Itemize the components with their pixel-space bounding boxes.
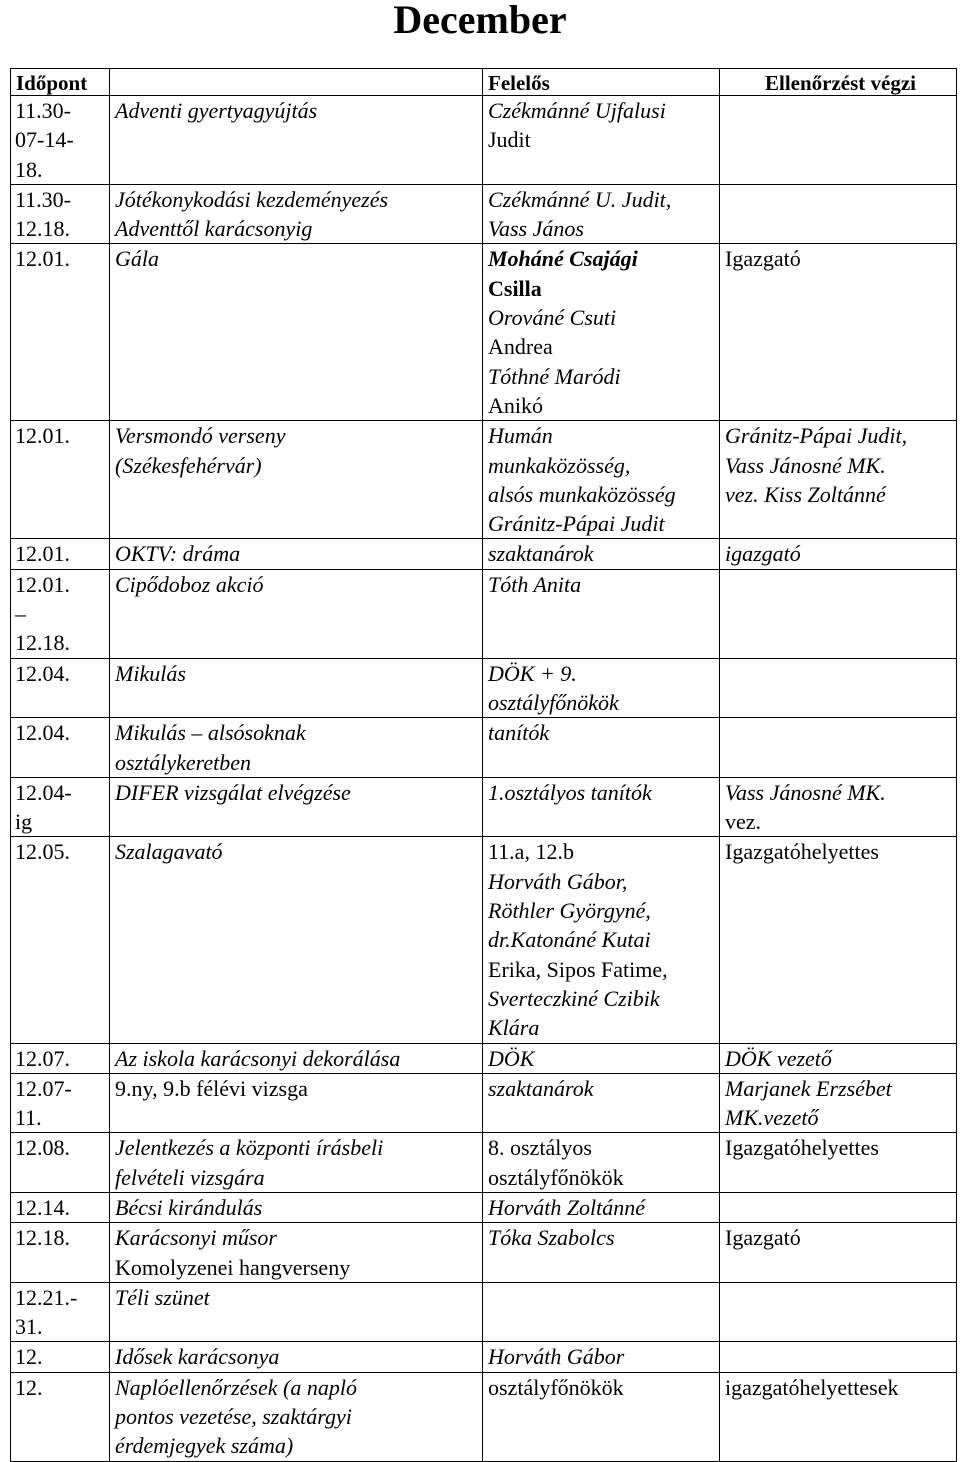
cell-event-line: Szalagavató — [115, 839, 223, 865]
cell-responsible — [483, 1073, 720, 1133]
cell-event — [110, 1133, 483, 1193]
table-row — [11, 837, 957, 1043]
cell-responsible-line: osztályfőnökök — [488, 689, 619, 715]
cell-event-line: Idősek karácsonya — [115, 1344, 280, 1370]
cell-checker — [720, 244, 957, 421]
schedule-rows — [11, 96, 957, 1462]
cell-event — [110, 1043, 483, 1073]
cell-checker-line: Marjanek Erzsébet — [725, 1075, 892, 1101]
cell-checker-line: DÖK vezető — [725, 1045, 832, 1071]
table-row — [11, 1223, 957, 1283]
cell-time — [11, 1342, 110, 1372]
cell-time — [11, 421, 110, 539]
cell-time-line: 12.01. — [15, 571, 70, 597]
cell-checker — [720, 569, 957, 658]
cell-time-line: 12.21.- — [15, 1284, 78, 1310]
cell-event — [110, 184, 483, 244]
cell-time — [11, 658, 110, 718]
cell-responsible-line: alsós munkaközösség — [488, 481, 676, 507]
cell-responsible-line: 1.osztályos tanítók — [488, 779, 652, 805]
cell-time-line: 12.18. — [15, 1225, 70, 1251]
cell-event-line: pontos vezetése, szaktárgyi — [115, 1404, 352, 1430]
cell-responsible-line: Gránitz-Pápai Judit — [488, 511, 665, 537]
cell-time-line: 12.01. — [15, 423, 70, 449]
cell-checker — [720, 1192, 957, 1222]
table-row — [11, 1282, 957, 1342]
cell-responsible-line: DÖK + 9. — [488, 660, 577, 686]
cell-time-line: 12.07- — [15, 1075, 72, 1101]
cell-responsible — [483, 1192, 720, 1222]
cell-responsible — [483, 837, 720, 1043]
cell-time-line: 12.18. — [15, 630, 70, 656]
cell-checker — [720, 421, 957, 539]
cell-time-line: 11.30- — [15, 98, 72, 123]
cell-responsible-line: osztályfőnökök — [488, 1374, 624, 1400]
cell-checker-line: vez. Kiss Zoltánné — [725, 481, 886, 507]
cell-checker — [720, 539, 957, 569]
cell-event-line: Adventtől karácsonyig — [115, 216, 313, 242]
cell-event-line: Bécsi kirándulás — [115, 1194, 263, 1220]
cell-time — [11, 539, 110, 569]
cell-event — [110, 1223, 483, 1283]
table-row — [11, 658, 957, 718]
cell-responsible-line: Tóth Anita — [488, 571, 582, 597]
cell-time-line: 31. — [15, 1314, 43, 1340]
cell-checker-line: Igazgatóhelyettes — [725, 839, 879, 865]
cell-time — [11, 244, 110, 421]
cell-responsible — [483, 658, 720, 718]
cell-checker — [720, 837, 957, 1043]
cell-event-line: Adventi gyertyagyújtás — [115, 98, 318, 123]
cell-checker-line: Gránitz-Pápai Judit, — [725, 423, 908, 449]
cell-responsible-line: szaktanárok — [488, 1075, 594, 1101]
cell-event — [110, 1342, 483, 1372]
cell-event-line: osztálykeretben — [115, 749, 252, 775]
cell-event-line: Mikulás — [115, 660, 186, 686]
cell-time-line: 12. — [15, 1374, 43, 1400]
table-row — [11, 244, 957, 421]
cell-time-line: 12.07. — [15, 1045, 70, 1071]
table-row — [11, 96, 957, 185]
cell-responsible-line: Erika, Sipos Fatime, — [488, 956, 668, 982]
cell-responsible-line: Czékmánné Ujfalusi — [488, 98, 666, 123]
table-row — [11, 1073, 957, 1133]
cell-responsible-line: Sverteczkiné Czibik — [488, 985, 660, 1011]
table-row — [11, 777, 957, 837]
cell-checker — [720, 718, 957, 778]
cell-time — [11, 569, 110, 658]
cell-checker — [720, 1223, 957, 1283]
cell-responsible-line: Klára — [488, 1015, 540, 1041]
cell-responsible-line: tanítók — [488, 720, 550, 746]
cell-responsible — [483, 184, 720, 244]
cell-time — [11, 1073, 110, 1133]
cell-checker-line: Vass Jánosné MK. — [725, 779, 886, 805]
cell-responsible — [483, 1133, 720, 1193]
cell-event — [110, 658, 483, 718]
cell-time-line: 12.08. — [15, 1135, 70, 1161]
table-row — [11, 569, 957, 658]
cell-responsible — [483, 1342, 720, 1372]
cell-time — [11, 1223, 110, 1283]
cell-time-line: 12.18. — [15, 216, 70, 242]
cell-event-line: Az iskola karácsonyi dekorálása — [115, 1045, 401, 1071]
table-row — [11, 184, 957, 244]
cell-time-line: ig — [15, 809, 33, 835]
cell-responsible — [483, 539, 720, 569]
cell-time-line: 07-14- — [15, 127, 74, 153]
table-row — [11, 718, 957, 778]
cell-time-line: – — [15, 601, 26, 627]
cell-responsible-line: munkaközösség, — [488, 452, 631, 478]
cell-responsible-line: Anikó — [488, 392, 543, 418]
cell-responsible-line: Tóthné Maródi — [488, 363, 621, 389]
table-header-row — [11, 69, 957, 96]
schedule-table — [10, 68, 957, 1462]
cell-checker-line: igazgatóhelyettesek — [725, 1374, 899, 1400]
cell-checker — [720, 1133, 957, 1193]
cell-checker-line: vez. — [725, 809, 762, 835]
cell-event-line: Cipődoboz akció — [115, 571, 264, 597]
cell-time-line: 12.01. — [15, 246, 70, 272]
cell-responsible-line: szaktanárok — [488, 541, 594, 567]
cell-event-line: Téli szünet — [115, 1284, 210, 1310]
cell-event-line: Versmondó verseny — [115, 423, 286, 449]
cell-event-line: Gála — [115, 246, 159, 272]
cell-event — [110, 777, 483, 837]
cell-time-line: 12.04- — [15, 779, 72, 805]
cell-event-line: (Székesfehérvár) — [115, 452, 262, 478]
cell-checker — [720, 96, 957, 185]
cell-responsible — [483, 1043, 720, 1073]
cell-responsible — [483, 421, 720, 539]
header-event — [110, 69, 483, 96]
cell-time — [11, 1192, 110, 1222]
table-row — [11, 421, 957, 539]
cell-time-line: 18. — [15, 156, 43, 182]
cell-event — [110, 569, 483, 658]
cell-event — [110, 1282, 483, 1342]
cell-checker — [720, 1282, 957, 1342]
header-responsible: Felelős — [483, 69, 720, 96]
cell-time — [11, 837, 110, 1043]
cell-responsible — [483, 244, 720, 421]
cell-event-line: Naplóellenőrzések (a napló — [115, 1374, 357, 1400]
cell-responsible-line: osztályfőnökök — [488, 1164, 624, 1190]
cell-responsible — [483, 96, 720, 185]
table-row — [11, 539, 957, 569]
cell-responsible — [483, 777, 720, 837]
cell-responsible-line: Andrea — [488, 334, 553, 360]
cell-time-line: 12.14. — [15, 1194, 70, 1220]
cell-checker — [720, 184, 957, 244]
cell-checker — [720, 1342, 957, 1372]
cell-time-line: 12.04. — [15, 660, 70, 686]
cell-responsible-line: Horváth Gábor, — [488, 868, 628, 894]
table-row — [11, 1133, 957, 1193]
cell-event — [110, 539, 483, 569]
cell-responsible — [483, 718, 720, 778]
header-checker: Ellenőrzést végzi — [720, 69, 957, 96]
cell-checker — [720, 1043, 957, 1073]
cell-time-line: 12.05. — [15, 839, 70, 865]
cell-event — [110, 421, 483, 539]
cell-time — [11, 777, 110, 837]
cell-event-line: 9.ny, 9.b félévi vizsga — [115, 1075, 308, 1101]
table-row — [11, 1043, 957, 1073]
cell-responsible-line: Csilla — [488, 275, 542, 301]
cell-checker — [720, 777, 957, 837]
cell-time-line: 12.01. — [15, 541, 70, 567]
cell-time-line: 11. — [15, 1105, 42, 1131]
header-time: Időpont — [11, 69, 110, 96]
cell-responsible-line: Tóka Szabolcs — [488, 1225, 615, 1251]
cell-checker-line: igazgató — [725, 541, 801, 567]
cell-responsible — [483, 569, 720, 658]
cell-event — [110, 244, 483, 421]
cell-event — [110, 1073, 483, 1133]
cell-event-line: Mikulás – alsósoknak — [115, 720, 306, 746]
cell-checker-line: Vass Jánosné MK. — [725, 452, 886, 478]
cell-event — [110, 837, 483, 1043]
cell-time — [11, 1043, 110, 1073]
cell-responsible-line: Humán — [488, 423, 553, 449]
cell-checker — [720, 658, 957, 718]
cell-checker-line: Igazgató — [725, 246, 801, 272]
cell-event-line: OKTV: dráma — [115, 541, 241, 567]
cell-checker-line: Igazgató — [725, 1225, 801, 1251]
cell-responsible-line: 8. osztályos — [488, 1135, 592, 1161]
cell-responsible-line: 11.a, 12.b — [488, 839, 574, 865]
cell-responsible-line: Horváth Zoltánné — [488, 1194, 646, 1220]
table-row — [11, 1342, 957, 1372]
cell-time-line: 11.30- — [15, 186, 72, 212]
cell-responsible — [483, 1223, 720, 1283]
cell-time — [11, 718, 110, 778]
cell-responsible-line: Czékmánné U. Judit, — [488, 186, 672, 212]
cell-checker-line: MK.vezető — [725, 1105, 819, 1131]
cell-event-line: Komolyzenei hangverseny — [115, 1254, 351, 1280]
cell-event — [110, 718, 483, 778]
cell-responsible-line: DÖK — [488, 1045, 535, 1071]
cell-time — [11, 1282, 110, 1342]
cell-responsible-line: Orováné Csuti — [488, 305, 617, 331]
cell-event-line: felvételi vizsgára — [115, 1164, 265, 1190]
cell-checker — [720, 1073, 957, 1133]
cell-time — [11, 184, 110, 244]
cell-responsible-line: dr.Katonáné Kutai — [488, 927, 651, 953]
cell-time — [11, 1133, 110, 1193]
cell-time — [11, 96, 110, 185]
cell-responsible — [483, 1282, 720, 1342]
cell-responsible-line: Moháné Csajági — [488, 246, 638, 272]
cell-time-line: 12. — [15, 1344, 43, 1370]
page-title: December — [393, 0, 567, 42]
cell-event — [110, 1192, 483, 1222]
cell-event-line: Jelentkezés a központi írásbeli — [115, 1135, 384, 1161]
cell-event-line: DIFER vizsgálat elvégzése — [115, 779, 351, 805]
cell-event — [110, 96, 483, 185]
cell-responsible-line: Röthler Györgyné, — [488, 898, 651, 924]
cell-responsible-line: Judit — [488, 127, 531, 153]
cell-event-line: Jótékonykodási kezdeményezés — [115, 186, 389, 212]
cell-time-line: 12.04. — [15, 720, 70, 746]
cell-event-line: Karácsonyi műsor — [115, 1225, 277, 1251]
table-row — [11, 1192, 957, 1222]
cell-event-line: érdemjegyek száma) — [115, 1433, 294, 1459]
cell-responsible-line: Horváth Gábor — [488, 1344, 625, 1370]
cell-responsible-line: Vass János — [488, 216, 584, 242]
cell-checker-line: Igazgatóhelyettes — [725, 1135, 879, 1161]
